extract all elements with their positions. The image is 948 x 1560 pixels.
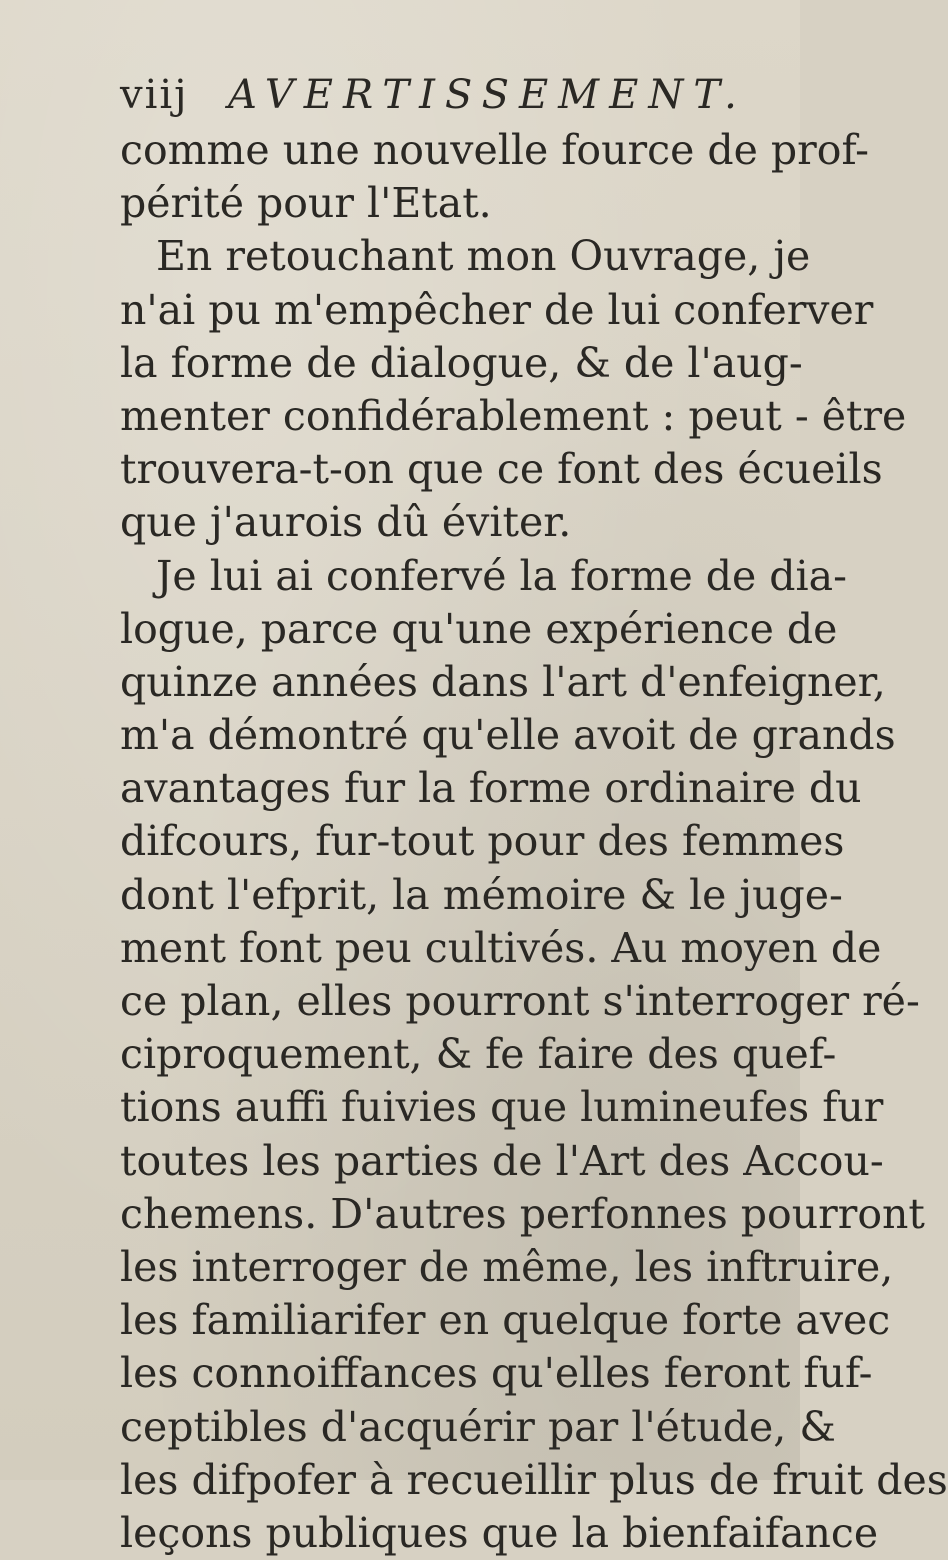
text-line: les connoiffances qu'elles feront fuf- (120, 1349, 873, 1398)
body-text (120, 124, 948, 1560)
text-line: ce plan, elles pourront s'interroger ré- (120, 977, 920, 1025)
text-line: la forme de dialogue, & de l'aug- (120, 338, 803, 387)
paragraph-start-line: En retouchant mon Ouvrage, je (156, 232, 811, 281)
text-line: les interroger de même, les inftruire, (120, 1242, 894, 1291)
page-header (120, 72, 760, 132)
text-line: trouvera-t-on que ce font des écueils (120, 445, 883, 494)
text-line: comme une nouvelle fource de prof- (120, 126, 870, 174)
text-line: avantages fur la forme ordinaire du (120, 764, 862, 813)
text-line: ceptibles d'acquérir par l'étude, & (120, 1402, 836, 1451)
text-line: que j'aurois dû éviter. (120, 498, 572, 547)
text-line: toutes les parties de l'Art des Accou- (120, 1136, 884, 1185)
paragraph-start-line: Je lui ai confervé la forme de dia- (156, 551, 847, 600)
text-line: quinze années dans l'art d'enfeigner, (120, 657, 886, 706)
text-line: les familiarifer en quelque forte avec (120, 1296, 891, 1345)
text-line: périté pour l'Etat. (120, 179, 492, 228)
text-line: menter confidérablement : peut - être (120, 391, 907, 440)
page-number: viij (120, 72, 189, 118)
text-line: n'ai pu m'empêcher de lui conferver (120, 285, 874, 334)
text-line: logue, parce qu'une expérience de (120, 604, 838, 653)
text-line: tions auffi fuivies que lumineufes fur (120, 1083, 884, 1132)
text-line: les difpofer à recueillir plus de fruit des (120, 1455, 948, 1504)
running-title: AVERTISSEMENT. (228, 72, 747, 118)
text-line: dont l'efprit, la mémoire & le juge- (120, 870, 843, 919)
text-line: leçons publiques que la bienfaifance (120, 1508, 879, 1557)
text-line: difcours, fur-tout pour des femmes (120, 817, 845, 866)
text-line: ment font peu cultivés. Au moyen de (120, 923, 882, 972)
text-line: ciproquement, & fe faire des quef- (120, 1030, 837, 1079)
text-line: m'a démontré qu'elle avoit de grands (120, 711, 896, 760)
text-line: chemens. D'autres perfonnes pourront (120, 1189, 925, 1238)
